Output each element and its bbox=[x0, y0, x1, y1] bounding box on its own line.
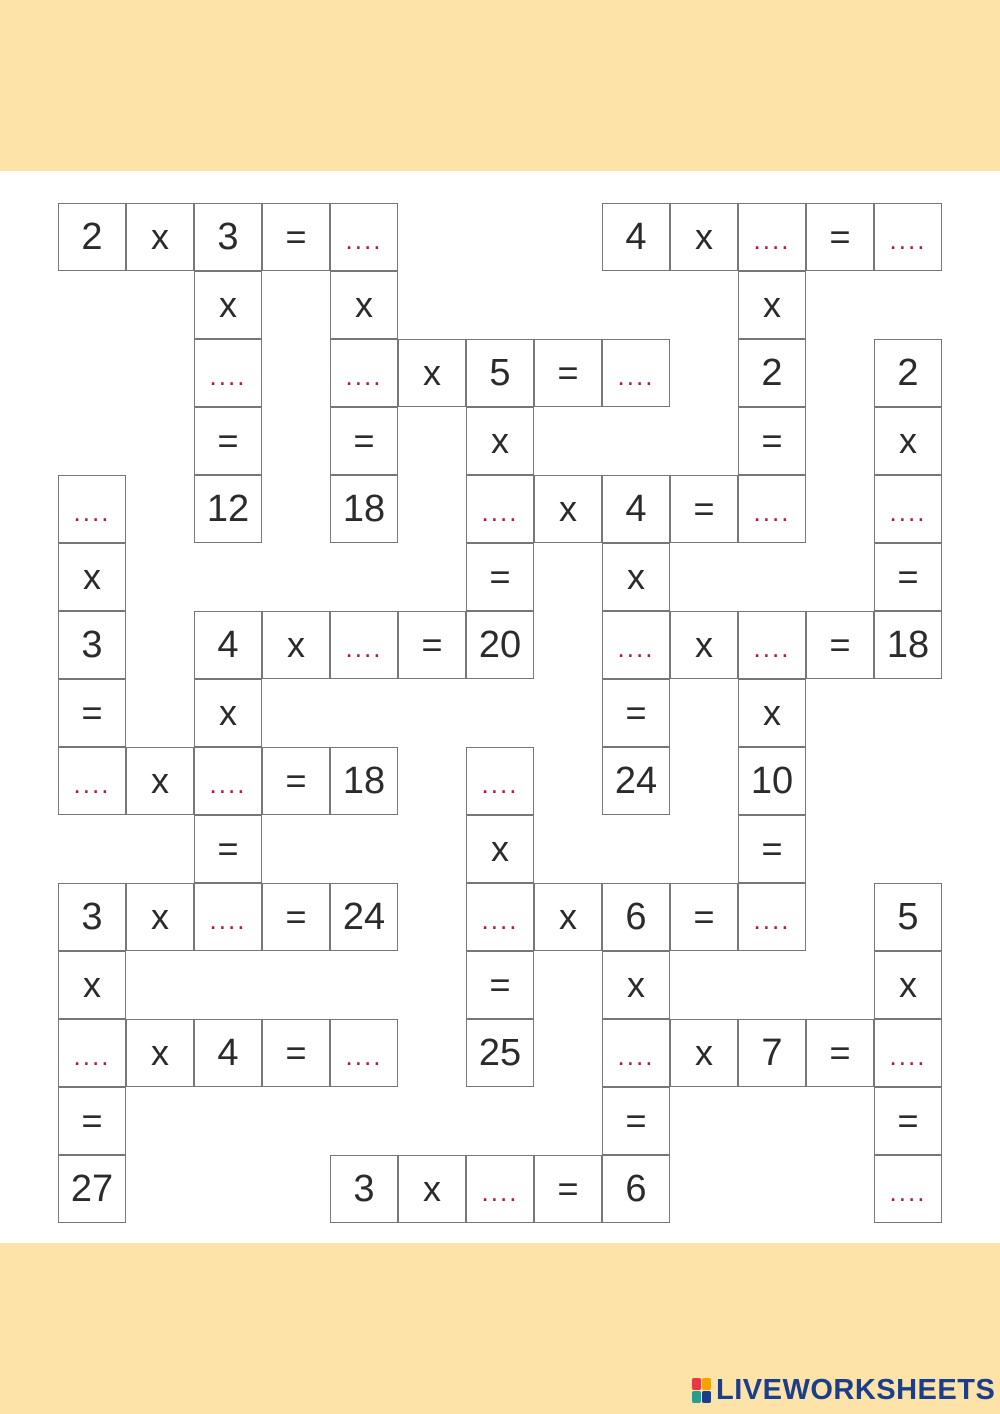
number-cell: 25 bbox=[466, 1019, 534, 1087]
answer-cell bbox=[330, 339, 398, 407]
answer-cell bbox=[602, 611, 670, 679]
equals-sign-cell: = bbox=[738, 815, 806, 883]
answer-input[interactable] bbox=[608, 1031, 664, 1081]
answer-cell bbox=[330, 1019, 398, 1087]
times-sign-cell: x bbox=[330, 271, 398, 339]
number-cell: 4 bbox=[194, 611, 262, 679]
times-sign-cell: x bbox=[534, 475, 602, 543]
number-cell: 3 bbox=[330, 1155, 398, 1223]
number-cell: 12 bbox=[194, 475, 262, 543]
answer-input[interactable] bbox=[744, 487, 800, 537]
number-cell: 6 bbox=[602, 883, 670, 951]
equals-sign-cell: = bbox=[58, 1087, 126, 1155]
times-sign-cell: x bbox=[738, 679, 806, 747]
answer-input[interactable] bbox=[608, 351, 664, 401]
answer-input[interactable] bbox=[336, 623, 392, 673]
equals-sign-cell: = bbox=[534, 339, 602, 407]
number-cell: 3 bbox=[58, 611, 126, 679]
equals-sign-cell: = bbox=[194, 407, 262, 475]
answer-cell bbox=[58, 747, 126, 815]
equals-sign-cell: = bbox=[194, 815, 262, 883]
times-sign-cell: x bbox=[126, 203, 194, 271]
number-cell: 20 bbox=[466, 611, 534, 679]
times-sign-cell: x bbox=[466, 815, 534, 883]
times-sign-cell: x bbox=[738, 271, 806, 339]
equals-sign-cell: = bbox=[262, 1019, 330, 1087]
answer-cell bbox=[330, 203, 398, 271]
number-cell: 2 bbox=[738, 339, 806, 407]
equals-sign-cell: = bbox=[602, 679, 670, 747]
answer-input[interactable] bbox=[200, 351, 256, 401]
equals-sign-cell: = bbox=[670, 883, 738, 951]
equals-sign-cell: = bbox=[262, 747, 330, 815]
times-sign-cell: x bbox=[670, 1019, 738, 1087]
equals-sign-cell: = bbox=[806, 611, 874, 679]
answer-input[interactable] bbox=[64, 759, 120, 809]
answer-input[interactable] bbox=[200, 895, 256, 945]
times-sign-cell: x bbox=[194, 271, 262, 339]
times-sign-cell: x bbox=[602, 951, 670, 1019]
answer-cell bbox=[330, 611, 398, 679]
times-sign-cell: x bbox=[126, 747, 194, 815]
equals-sign-cell: = bbox=[534, 1155, 602, 1223]
answer-input[interactable] bbox=[880, 487, 936, 537]
number-cell: 5 bbox=[466, 339, 534, 407]
equals-sign-cell: = bbox=[262, 203, 330, 271]
number-cell: 3 bbox=[194, 203, 262, 271]
equals-sign-cell: = bbox=[670, 475, 738, 543]
answer-input[interactable] bbox=[472, 1167, 528, 1217]
times-sign-cell: x bbox=[534, 883, 602, 951]
times-sign-cell: x bbox=[398, 339, 466, 407]
answer-cell bbox=[194, 883, 262, 951]
answer-input[interactable] bbox=[880, 1031, 936, 1081]
equals-sign-cell: = bbox=[874, 1087, 942, 1155]
number-cell: 2 bbox=[58, 203, 126, 271]
number-cell: 24 bbox=[602, 747, 670, 815]
equals-sign-cell: = bbox=[398, 611, 466, 679]
answer-input[interactable] bbox=[608, 623, 664, 673]
answer-input[interactable] bbox=[744, 895, 800, 945]
answer-cell bbox=[874, 203, 942, 271]
times-sign-cell: x bbox=[874, 407, 942, 475]
answer-cell bbox=[466, 747, 534, 815]
answer-cell bbox=[602, 339, 670, 407]
equals-sign-cell: = bbox=[806, 1019, 874, 1087]
answer-cell bbox=[738, 883, 806, 951]
number-cell: 18 bbox=[874, 611, 942, 679]
liveworksheets-brand bbox=[692, 1374, 995, 1407]
times-sign-cell: x bbox=[58, 543, 126, 611]
equals-sign-cell: = bbox=[58, 679, 126, 747]
number-cell: 4 bbox=[602, 203, 670, 271]
answer-cell bbox=[58, 1019, 126, 1087]
number-cell: 10 bbox=[738, 747, 806, 815]
number-cell: 3 bbox=[58, 883, 126, 951]
times-sign-cell: x bbox=[58, 951, 126, 1019]
answer-cell bbox=[58, 475, 126, 543]
times-sign-cell: x bbox=[398, 1155, 466, 1223]
answer-cell bbox=[466, 475, 534, 543]
equals-sign-cell: = bbox=[466, 951, 534, 1019]
answer-input[interactable] bbox=[880, 1167, 936, 1217]
times-sign-cell: x bbox=[126, 1019, 194, 1087]
answer-input[interactable] bbox=[64, 1031, 120, 1081]
answer-input[interactable] bbox=[472, 487, 528, 537]
answer-cell bbox=[738, 475, 806, 543]
answer-input[interactable] bbox=[880, 215, 936, 265]
times-sign-cell: x bbox=[466, 407, 534, 475]
equals-sign-cell: = bbox=[466, 543, 534, 611]
times-sign-cell: x bbox=[670, 203, 738, 271]
times-sign-cell: x bbox=[194, 679, 262, 747]
answer-input[interactable] bbox=[744, 215, 800, 265]
times-sign-cell: x bbox=[874, 951, 942, 1019]
number-cell: 4 bbox=[194, 1019, 262, 1087]
number-cell: 24 bbox=[330, 883, 398, 951]
liveworksheets-logo-icon bbox=[692, 1378, 712, 1404]
equals-sign-cell: = bbox=[874, 543, 942, 611]
answer-input[interactable] bbox=[336, 351, 392, 401]
equals-sign-cell: = bbox=[738, 407, 806, 475]
number-cell: 18 bbox=[330, 747, 398, 815]
answer-input[interactable] bbox=[472, 759, 528, 809]
number-cell: 5 bbox=[874, 883, 942, 951]
number-cell: 2 bbox=[874, 339, 942, 407]
number-cell: 18 bbox=[330, 475, 398, 543]
answer-cell bbox=[466, 1155, 534, 1223]
number-cell: 6 bbox=[602, 1155, 670, 1223]
answer-cell bbox=[602, 1019, 670, 1087]
equals-sign-cell: = bbox=[262, 883, 330, 951]
answer-cell bbox=[874, 1019, 942, 1087]
answer-cell bbox=[466, 883, 534, 951]
answer-cell bbox=[738, 611, 806, 679]
equals-sign-cell: = bbox=[602, 1087, 670, 1155]
answer-input[interactable] bbox=[64, 487, 120, 537]
answer-cell bbox=[874, 1155, 942, 1223]
times-sign-cell: x bbox=[126, 883, 194, 951]
brand-name: LIVEWORKSHEETS bbox=[716, 1374, 996, 1406]
answer-cell bbox=[874, 475, 942, 543]
answer-input[interactable] bbox=[336, 1031, 392, 1081]
number-cell: 4 bbox=[602, 475, 670, 543]
times-sign-cell: x bbox=[262, 611, 330, 679]
answer-input[interactable] bbox=[744, 623, 800, 673]
answer-cell bbox=[194, 339, 262, 407]
answer-input[interactable] bbox=[336, 215, 392, 265]
equals-sign-cell: = bbox=[806, 203, 874, 271]
answer-input[interactable] bbox=[472, 895, 528, 945]
answer-input[interactable] bbox=[200, 759, 256, 809]
number-cell: 7 bbox=[738, 1019, 806, 1087]
times-sign-cell: x bbox=[602, 543, 670, 611]
equals-sign-cell: = bbox=[330, 407, 398, 475]
times-sign-cell: x bbox=[670, 611, 738, 679]
answer-cell bbox=[738, 203, 806, 271]
number-cell: 27 bbox=[58, 1155, 126, 1223]
answer-cell bbox=[194, 747, 262, 815]
